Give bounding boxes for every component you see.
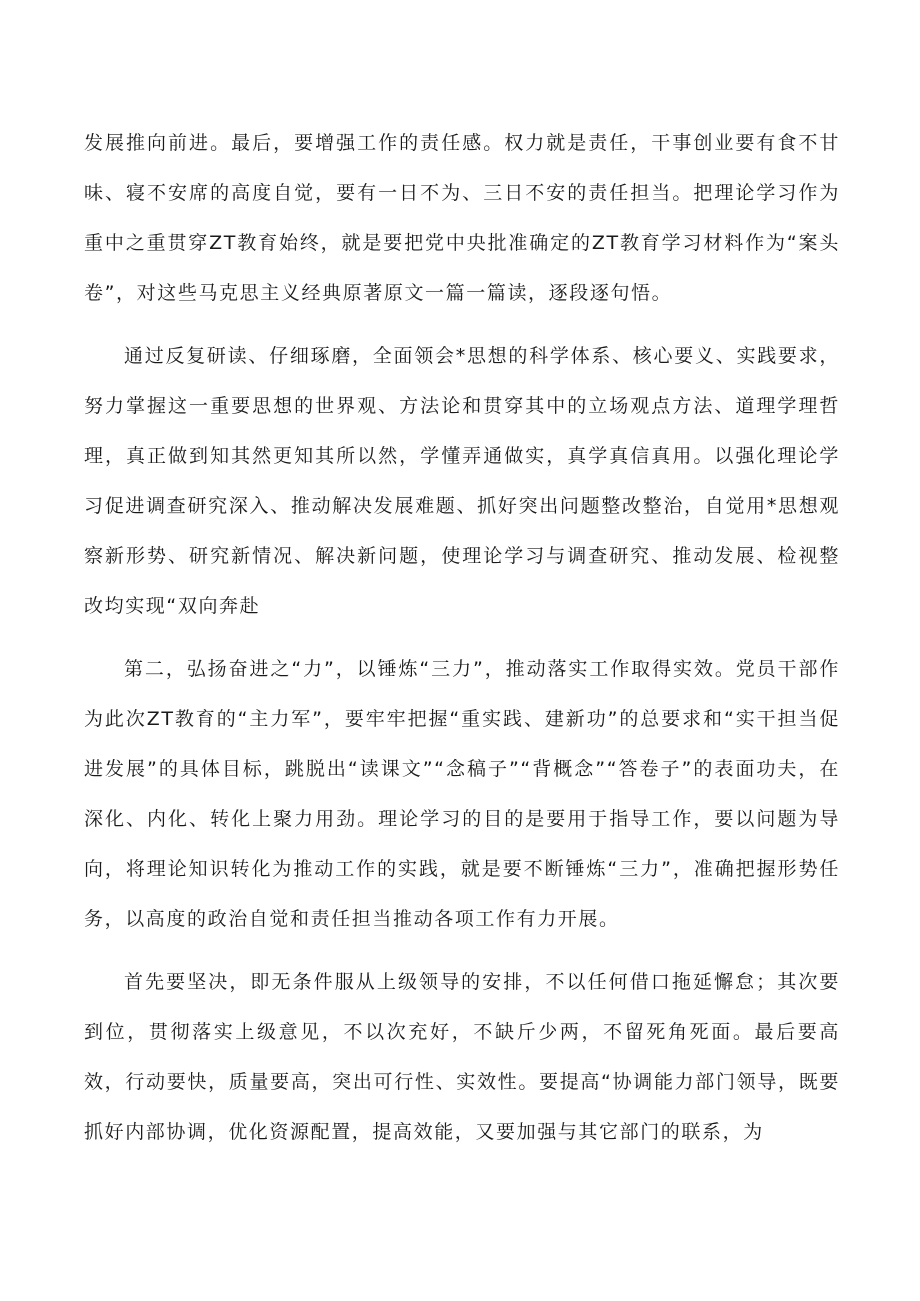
paragraph-2: 通过反复研读、仔细琢磨，全面领会*思想的科学体系、核心要义、实践要求，努力掌握这一重要思想的世界观、方法论和贯穿其中的立场观点方法、道理学理哲理，真正做到知其然更知其所以然，学懂弄通做实，真学真信真用。以强化理论学习促进调查研究深入、推动解决发展难题、抓好突出问题整改整治，自觉用*思想观察新形势、研究新情况、解决新问题，使理论学习与调查研究、推动发展、检视整改均实现“双向奔赴 [84,345,840,617]
paragraph-3: 第二，弘扬奋进之“力”，以锤炼“三力”，推动落实工作取得实效。党员干部作为此次ZT教育的“主力军”，要牢牢把握“重实践、建新功”的总要求和“实干担当促进发展”的具体目标，跳脱出“读课文”“念稿子”“背概念”“答卷子”的表面功夫，在深化、内化、转化上聚力用劲。理论学习的目的是要用于指导工作，要以问题为导向，将理论知识转化为推动工作的实践，就是要不断锤炼“三力”，准确把握形势任务，以高度的政治自觉和责任担当推动各项工作有力开展。 [84,658,840,930]
paragraph-1: 发展推向前进。最后，要增强工作的责任感。权力就是责任，干事创业要有食不甘味、寝不安席的高度自觉，要有一日不为、三日不安的责任担当。把理论学习作为重中之重贯穿ZT教育始终，就是要把党中央批准确定的ZT教育学习材料作为“案头卷”，对这些马克思主义经典原著原文一篇一篇读，逐段逐句悟。 [84,132,840,304]
body-text [84,118,840,1170]
paragraph-4: 首先要坚决，即无条件服从上级领导的安排，不以任何借口拖延懈怠；其次要到位，贯彻落实上级意见，不以次充好，不缺斤少两，不留死角死面。最后要高效，行动要快，质量要高，突出可行性、实效性。要提高“协调能力部门领导，既要抓好内部协调，优化资源配置，提高效能，又要加强与其它部门的联系，为 [84,971,840,1143]
